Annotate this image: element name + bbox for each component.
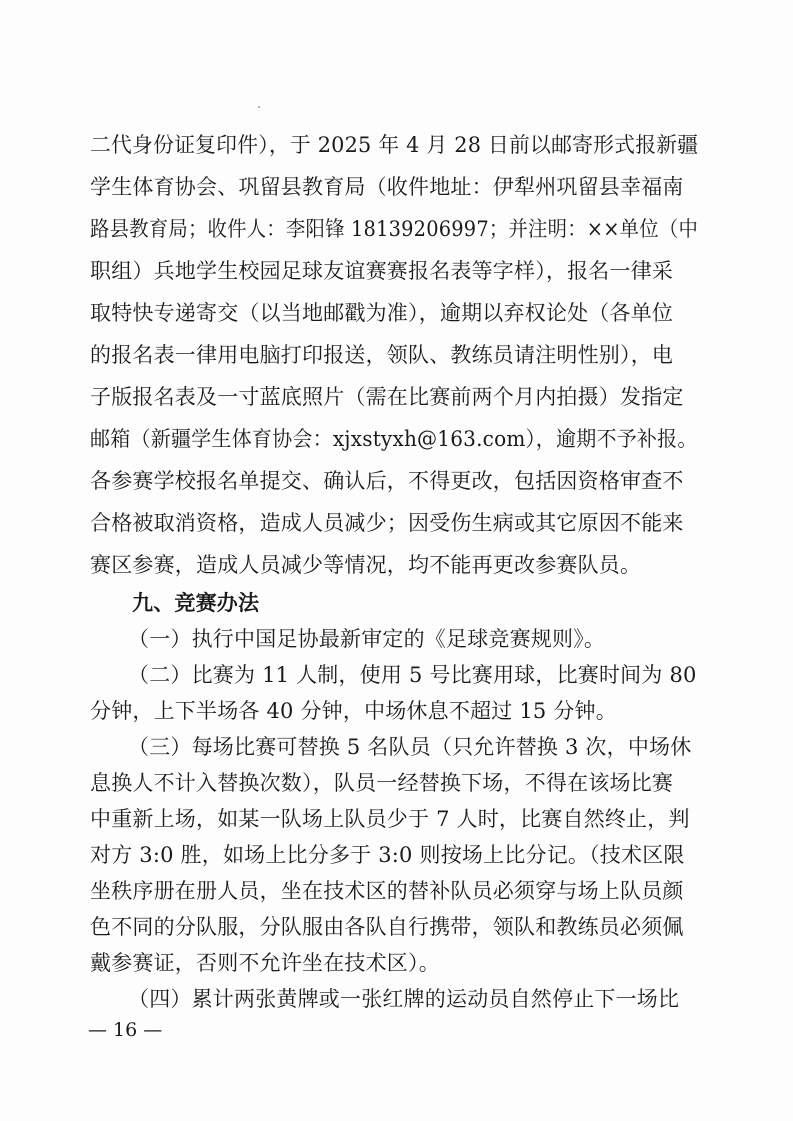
text-line: 赛区参赛，造成人员减少等情况，均不能再更改参赛队员。 — [90, 553, 642, 577]
text-line: 各参赛学校报名单提交、确认后，不得更改，包括因资格审查不 — [90, 469, 684, 493]
text-line: 息换人不计入替换次数），队员一经替换下场，不得在该场比赛 — [90, 771, 674, 795]
text-line: 二代身份证复印件），于 2025 年 4 月 28 日前以邮寄形式报新疆 — [90, 133, 699, 157]
text-line: 子版报名表及一寸蓝底照片（需在比赛前两个月内拍摄）发指定 — [90, 385, 684, 409]
text-line: （一）执行中国足协最新审定的《足球竞赛规则》。 — [128, 627, 606, 651]
text-line: 中重新上场，如某一队场上队员少于 7 人时，比赛自然终止，判 — [90, 807, 690, 831]
text-line: 对方 3:0 胜，如场上比分多于 3:0 则按场上比分记。（技术区限 — [90, 843, 685, 867]
text-line: 分钟，上下半场各 40 分钟，中场休息不超过 15 分钟。 — [90, 699, 617, 723]
page-number: — 16 — — [88, 1019, 163, 1041]
text-line: （三）每场比赛可替换 5 名队员（只允许替换 3 次，中场休 — [128, 735, 692, 759]
text-line: 职组）兵地学生校园足球友谊赛赛报名表等字样），报名一律采 — [90, 259, 674, 283]
text-line: 合格被取消资格，造成人员减少；因受伤生病或其它原因不能来 — [90, 511, 684, 535]
scan-speck — [258, 106, 260, 108]
text-line: 学生体育协会、巩留县教育局（收件地址：伊犁州巩留县幸福南 — [90, 175, 684, 199]
text-line: 取特快专递寄交（以当地邮戳为准），逾期以弃权论处（各单位 — [90, 301, 674, 325]
text-line: 的报名表一律用电脑打印报送，领队、教练员请注明性别），电 — [90, 343, 674, 367]
text-line: 色不同的分队服，分队服由各队自行携带，领队和教练员必须佩 — [90, 915, 684, 939]
text-line: 坐秩序册在册人员，坐在技术区的替补队员必须穿与场上队员颜 — [90, 879, 684, 903]
text-line: 路县教育局；收件人：李阳锋 18139206997；并注明：××单位（中 — [90, 217, 699, 241]
section-heading: 九、竞赛办法 — [132, 591, 260, 615]
text-line: （四）累计两张黄牌或一张红牌的运动员自然停止下一场比 — [128, 987, 680, 1011]
text-line: 邮箱（新疆学生体育协会：xjxstyxh@163.com），逾期不予补报。 — [90, 427, 698, 451]
text-line: 戴参赛证，否则不允许坐在技术区）。 — [90, 951, 440, 975]
text-line: （二）比赛为 11 人制，使用 5 号比赛用球，比赛时间为 80 — [128, 663, 697, 687]
